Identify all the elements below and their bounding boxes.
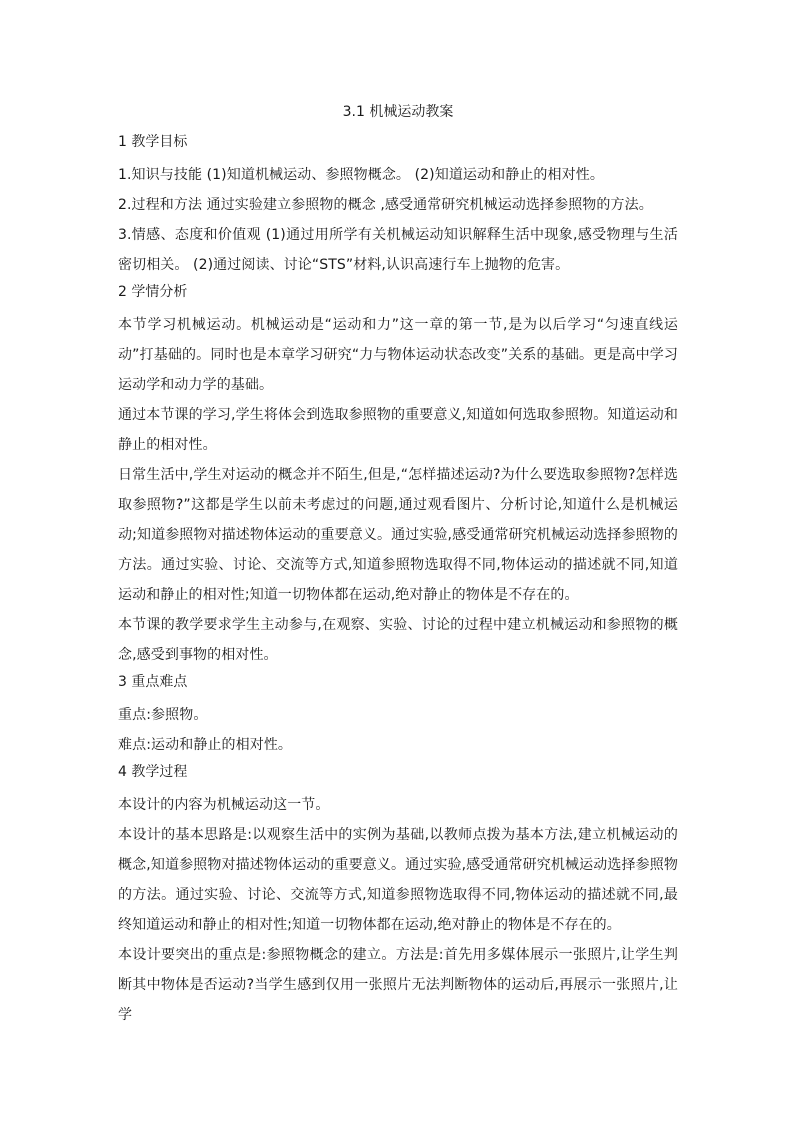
- paragraph: 3.情感、态度和价值观 (1)通过用所学有关机械运动知识解释生活中现象,感受物理与生活密切相关。 (2)通过阅读、讨论“STS”材料,认识高速行车上抛物的危害。: [118, 227, 678, 273]
- paragraph: 通过本节课的学习,学生将体会到选取参照物的重要意义,知道如何选取参照物。知道运动和静止的相对性。: [118, 407, 678, 453]
- section-heading-objectives: 1 教学目标: [118, 134, 188, 150]
- document-title: 3.1 机械运动教案: [342, 104, 454, 120]
- paragraph: 本设计要突出的重点是:参照物概念的建立。方法是:首先用多媒体展示一张照片,让学生判断其中物体是否运动?当学生感到仅用一张照片无法判断物体的运动后,再展示一张照片,让学: [118, 947, 678, 1023]
- paragraph: 重点:参照物。: [118, 707, 208, 723]
- paragraph: 日常生活中,学生对运动的概念并不陌生,但是,“怎样描述运动?为什么要选取参照物?怎样选取参照物?”这都是学生以前未考虑过的问题,通过观看图片、分析讨论,知道什么是机械运动;知道参照物对描述物体运动的重要意义。通过实验,感受通常研究机械运动选择参照物的方法。通过实验、讨论、交流等方式,知道参照物选取得不同,物体运动的描述就不同,知道运动和静止的相对性;知道一切物体都在运动,绝对静止的物体是不存在的。: [118, 467, 678, 603]
- paragraph: 难点:运动和静止的相对性。: [118, 737, 293, 753]
- paragraph: 本设计的基本思路是:以观察生活中的实例为基础,以教师点拨为基本方法,建立机械运动的概念,知道参照物对描述物体运动的重要意义。通过实验,感受通常研究机械运动选择参照物的方法。通过实验、讨论、交流等方式,知道参照物选取得不同,物体运动的描述就不同,最终知道运动和静止的相对性;知道一切物体都在运动,绝对静止的物体是不存在的。: [118, 827, 678, 933]
- section-heading-key-points: 3 重点难点: [118, 674, 188, 690]
- paragraph: 2.过程和方法 通过实验建立参照物的概念 ,感受通常研究机械运动选择参照物的方法。: [118, 197, 653, 213]
- section-heading-process: 4 教学过程: [118, 764, 188, 780]
- section-heading-analysis: 2 学情分析: [118, 284, 188, 300]
- paragraph: 本设计的内容为机械运动这一节。: [118, 797, 330, 813]
- paragraph: 本节学习机械运动。机械运动是“运动和力”这一章的第一节,是为以后学习“匀速直线运动”打基础的。同时也是本章学习研究“力与物体运动状态改变”关系的基础。更是高中学习运动学和动力学的基础。: [118, 317, 678, 393]
- paragraph: 本节课的教学要求学生主动参与,在观察、实验、讨论的过程中建立机械运动和参照物的概念,感受到事物的相对性。: [118, 617, 678, 663]
- document-page: [118, 100, 678, 1030]
- paragraph: 1.知识与技能 (1)知道机械运动、参照物概念。 (2)知道运动和静止的相对性。: [118, 167, 604, 183]
